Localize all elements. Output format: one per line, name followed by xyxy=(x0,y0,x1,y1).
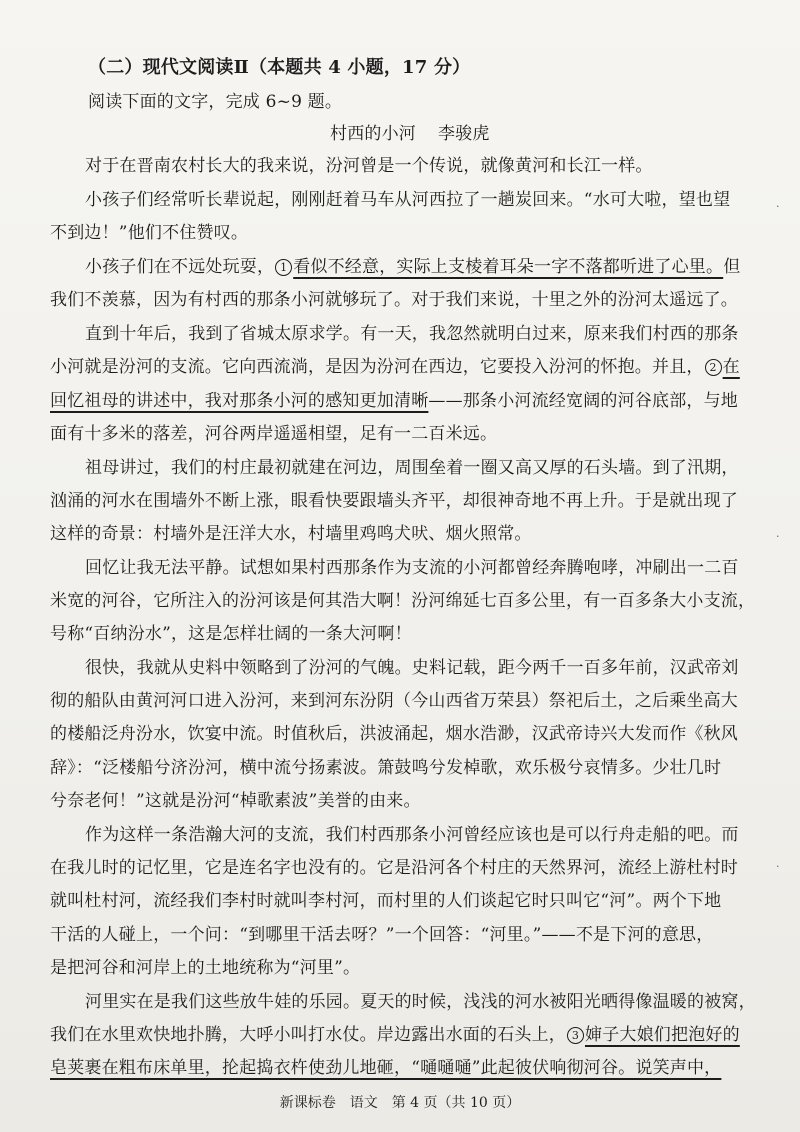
sentence-marker: 1 xyxy=(275,259,292,276)
paragraph-line xyxy=(50,389,738,413)
paragraph-line xyxy=(85,255,740,279)
paragraph-line: 祖母讲过，我们的村庄最初就建在河边，周围垒着一圈又高又厚的石头墙。到了汛期， xyxy=(85,458,739,478)
underlined-sentence: 在 xyxy=(722,357,740,377)
article-title: 村西的小河 xyxy=(330,124,416,144)
paragraph-line: 面有十多米的落差，河谷两岸遥遥相望，足有一二百米远。 xyxy=(50,424,498,444)
paragraph-line: 我们不羡慕，因为有村西的那条小河就够玩了。对于我们来说，十里之外的汾河太遥远了。 xyxy=(50,290,738,310)
sentence-marker: 3 xyxy=(567,1027,584,1044)
paragraph-line: 米宽的河谷，它所注入的汾河该是何其浩大啊！汾河绵延七百多公里，有一百多条大小支流， xyxy=(50,591,756,611)
paragraph-line: 直到十年后，我到了省城太原求学。有一天，我忽然就明白过来，原来我们村西的那条 xyxy=(85,324,739,344)
underlined-sentence: 看似不经意，实际上支棱着耳朵一字不落都听进了心里。 xyxy=(293,257,724,277)
paragraph-line: 干活的人碰上，一个问：“到哪里干活去呀？”一个回答：“河里。”——不是下河的意思， xyxy=(50,925,714,945)
paragraph-line: 河里实在是我们这些放牛娃的乐园。夏天的时候，浅浅的河水被阳光晒得像温暖的被窝， xyxy=(85,992,756,1012)
binding-margin-mark: · xyxy=(776,200,780,213)
section-heading: （二）现代文阅读Ⅱ（本题共 4 小题，17 分） xyxy=(88,57,471,78)
paragraph-line: 小孩子们经常听长辈说起，刚刚赶着马车从河西拉了一趟炭回来。“水可大啦，望也望 xyxy=(85,190,731,210)
paragraph-line: 号称“百纳汾水”，这是怎样壮阔的一条大河啊！ xyxy=(50,624,412,644)
text-segment: 我们在水里欢快地扑腾，大呼小叫打水仗。岸边露出水面的石头上， xyxy=(50,1025,566,1045)
paragraph-line: 的楼船泛舟汾水，饮宴中流。时值秋后，洪波涌起，烟水浩渺，汉武帝诗兴大发而作《秋风 xyxy=(50,724,738,744)
paragraph-line: 汹涌的河水在围墙外不断上涨，眼看快要跟墙头齐平，却很神奇地不再上升。于是就出现了 xyxy=(50,491,738,511)
binding-margin-mark: · xyxy=(776,860,780,873)
paragraph-line: 这样的奇景：村墙外是汪洋大水，村墙里鸡鸣犬吠、烟火照常。 xyxy=(50,524,532,544)
article-title-line xyxy=(330,122,490,146)
sentence-marker: 2 xyxy=(705,359,722,376)
paragraph-line: 在我儿时的记忆里，它是连名字也没有的。它是沿河各个村庄的天然界河，流经上游杜村时 xyxy=(50,858,738,878)
page-footer: 新课标卷 语文 第 4 页（共 10 页） xyxy=(279,1095,521,1111)
paragraph-line: 回忆让我无法平静。试想如果村西那条作为支流的小河都曾经奔腾咆哮，冲刷出一二百 xyxy=(85,558,739,578)
paragraph-line: 辞》：“泛楼船兮济汾河，横中流兮扬素波。箫鼓鸣兮发棹歌，欢乐极兮哀情多。少壮几时 xyxy=(50,758,722,778)
binding-margin-mark: · xyxy=(776,530,780,543)
text-segment: 小孩子们在不远处玩耍， xyxy=(85,257,275,277)
paragraph-line: 不到边！”他们不住赞叹。 xyxy=(50,223,249,243)
paragraph-line: 作为这样一条浩瀚大河的支流，我们村西那条小河曾经应该也是可以行舟走船的吧。而 xyxy=(85,825,739,845)
text-segment: 但 xyxy=(723,257,741,277)
paragraph-line: 兮奈老何！”这就是汾河“棹歌素波”美誉的由来。 xyxy=(50,791,421,811)
text-segment: ——那条小河流经宽阔的河谷底部，与地 xyxy=(428,391,739,411)
paragraph-line xyxy=(50,1056,721,1080)
text-segment: 小河就是汾河的支流。它向西流淌，是因为汾河在西边，它要投入汾河的怀抱。并且， xyxy=(50,357,704,377)
paragraph-line: 彻的船队由黄河河口进入汾河，来到河东汾阴（今山西省万荣县）祭祀后土，之后乘坐高大 xyxy=(50,691,738,711)
underlined-sentence: 皂荚裹在粗布床单里，抡起捣衣杵使劲儿地砸，“嗵嗵嗵”此起彼伏响彻河谷。说笑声中， xyxy=(50,1058,722,1078)
paragraph-line: 是把河谷和河岸上的土地统称为“河里”。 xyxy=(50,958,361,978)
paragraph-line: 很快，我就从史料中领略到了汾河的气魄。史料记载，距今两千一百多年前，汉武帝刘 xyxy=(85,658,739,678)
underlined-sentence: 婶子大娘们把泡好的 xyxy=(585,1025,740,1045)
paragraph-line: 对于在晋南农村长大的我来说，汾河曾是一个传说，就像黄河和长江一样。 xyxy=(85,156,653,176)
paragraph-line: 就叫杜村河，流经我们李村时就叫李村河，而村里的人们谈起它时只叫它“河”。两个下地 xyxy=(50,891,722,911)
paragraph-line xyxy=(50,1023,740,1047)
article-author: 李骏虎 xyxy=(438,124,490,144)
paragraph-line xyxy=(50,355,740,379)
underlined-sentence: 回忆祖母的讲述中，我对那条小河的感知更加清晰 xyxy=(50,391,429,411)
section-instruction: 阅读下面的文字，完成 6~9 题。 xyxy=(88,92,343,112)
